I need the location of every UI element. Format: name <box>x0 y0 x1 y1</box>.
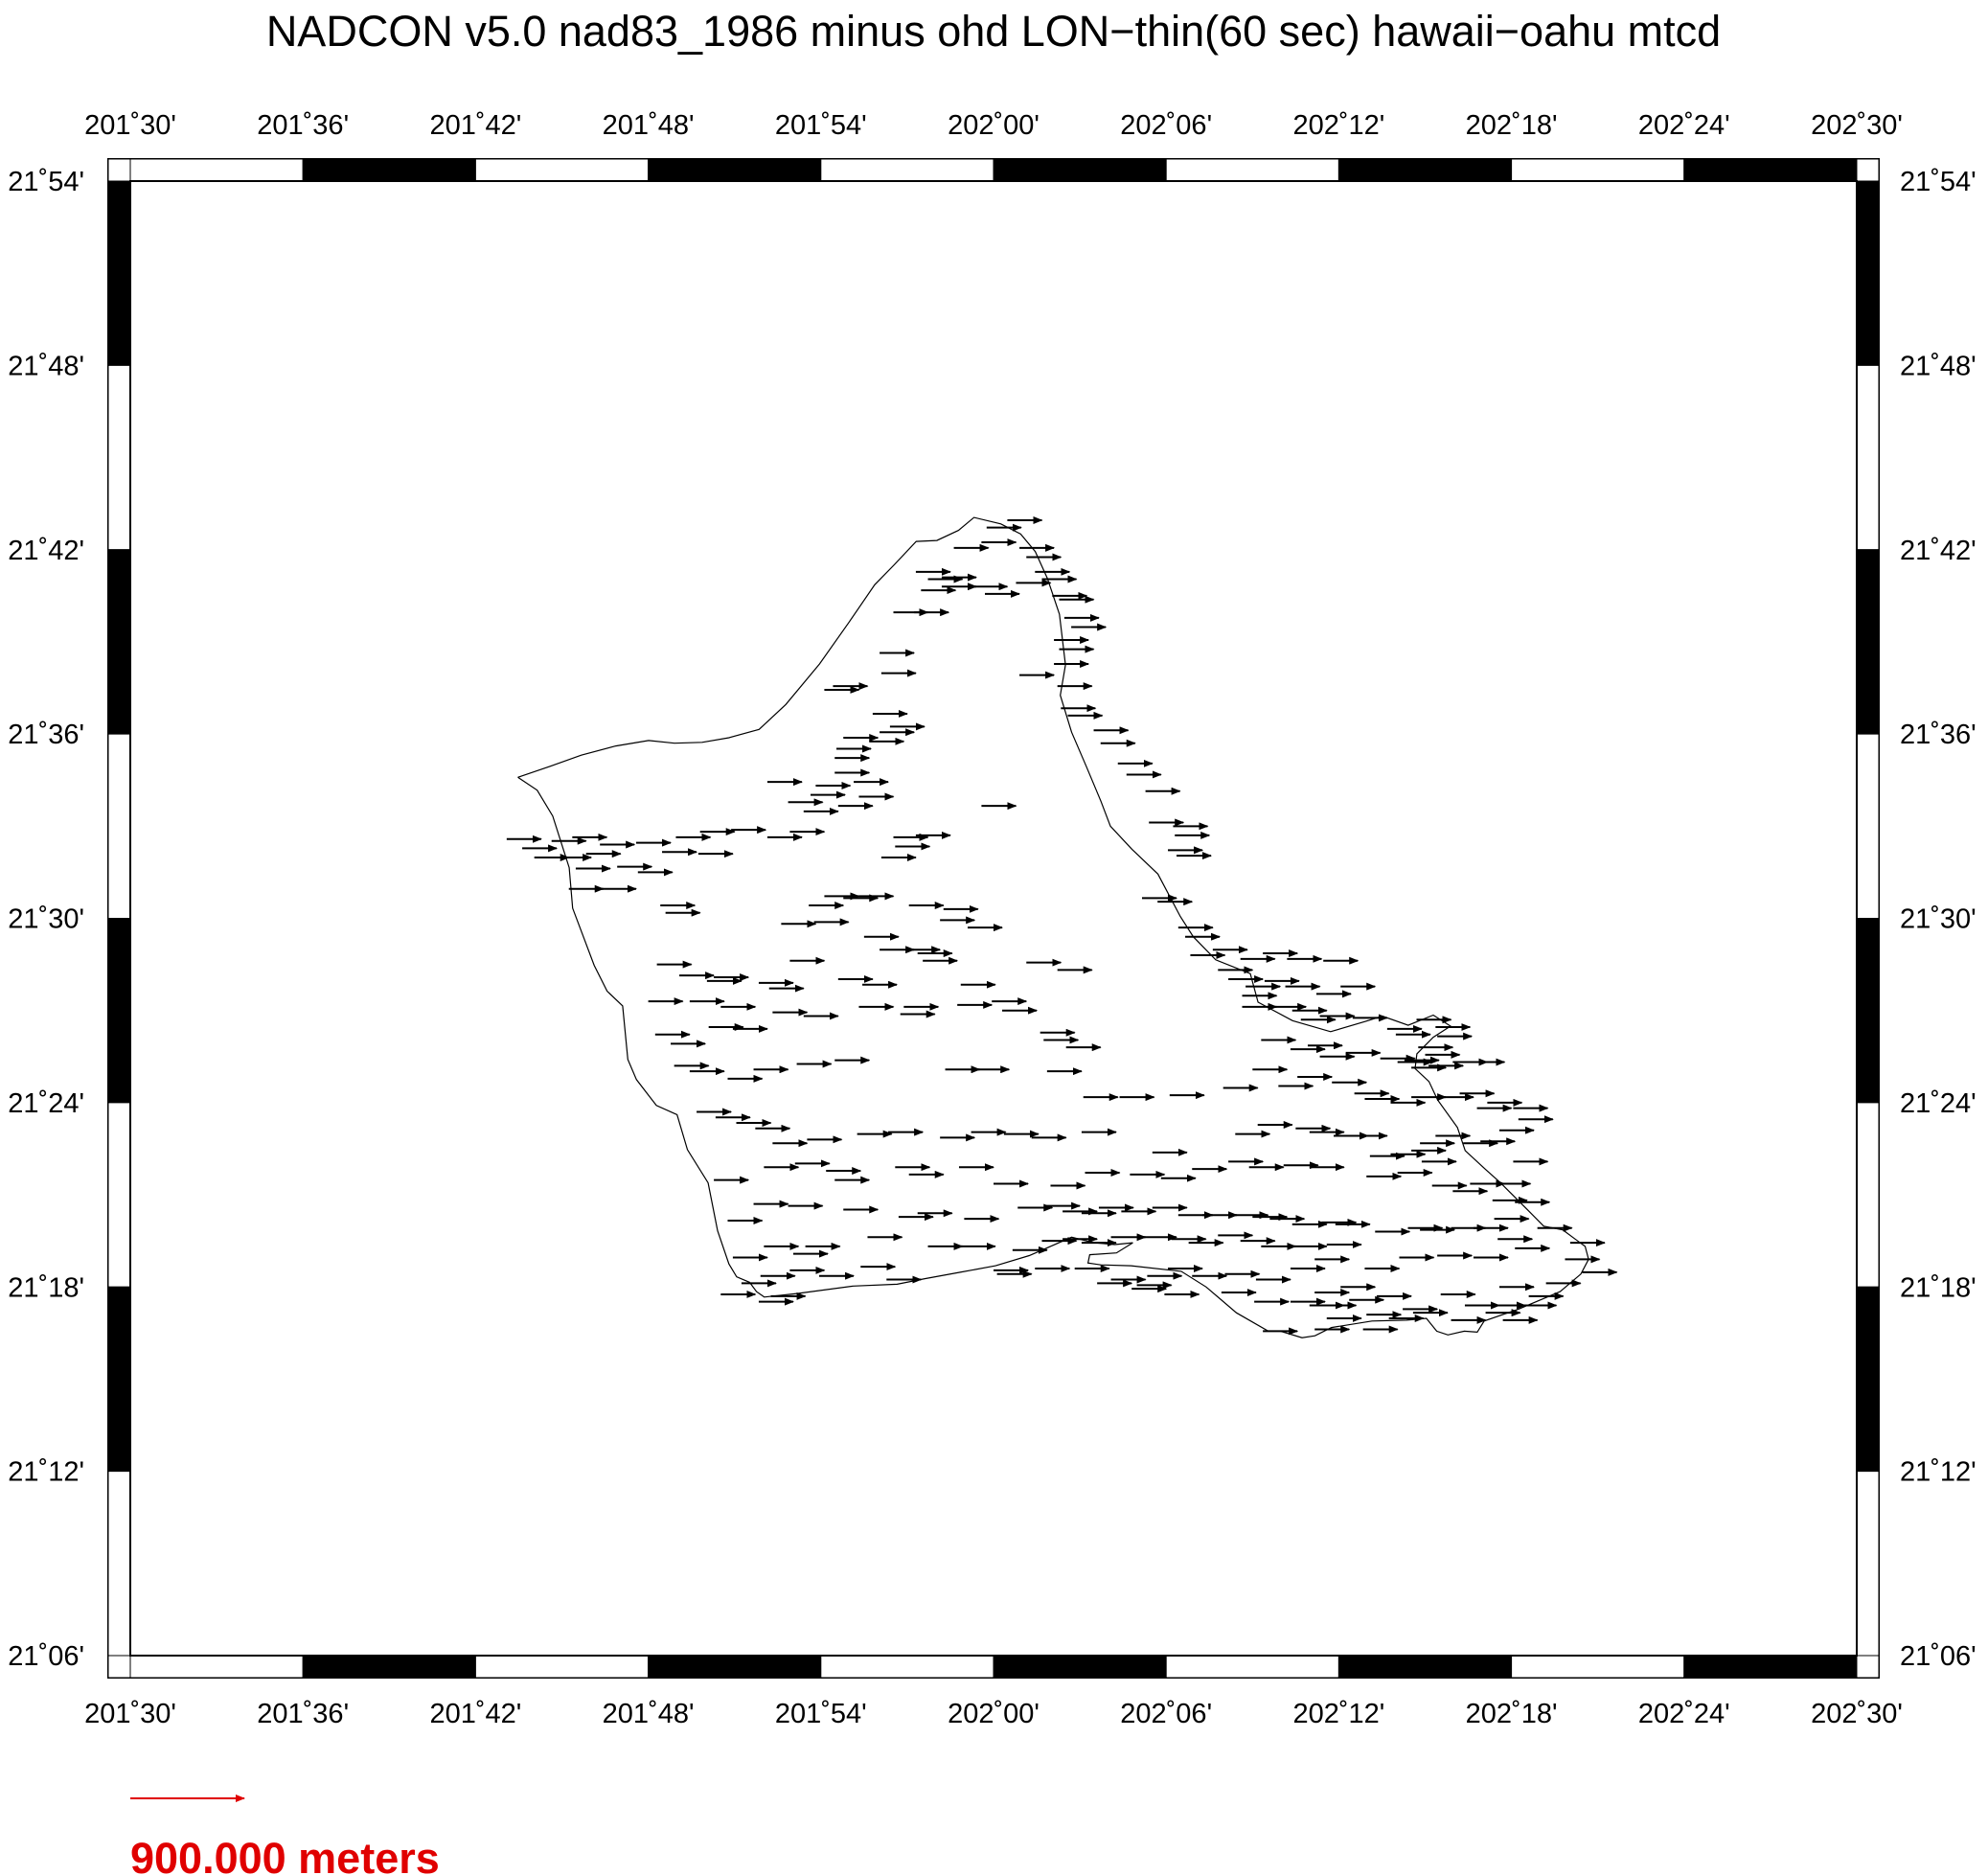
map-title: NADCON v5.0 nad83_1986 minus ohd LON−thin(60 sec) hawaii−oahu mtcd <box>265 7 1722 56</box>
lat-labels-left <box>8 167 84 1672</box>
vector-field <box>507 520 1617 1331</box>
frame-band-right <box>1857 1472 1879 1656</box>
frame-band-right <box>1857 1103 1879 1287</box>
coastline-oahu <box>518 517 1589 1338</box>
lon-tick-label: 202˚12' <box>1292 110 1385 141</box>
frame-band-top <box>303 159 475 181</box>
lon-labels-bottom <box>84 1699 1903 1729</box>
frame-band-bottom <box>303 1656 475 1678</box>
frame-band-right <box>1857 365 1879 549</box>
frame-band-right <box>1857 181 1879 365</box>
frame-band-left <box>108 1103 130 1287</box>
frame-corner <box>1857 159 1879 181</box>
frame-band-left <box>108 1472 130 1656</box>
lon-tick-label: 202˚18' <box>1465 110 1558 141</box>
frame-band-top <box>1166 159 1338 181</box>
frame-band-top <box>475 159 648 181</box>
frame-corner <box>1857 1656 1879 1678</box>
frame-band-bottom <box>1684 1656 1857 1678</box>
frame-band-bottom <box>1166 1656 1338 1678</box>
lon-tick-label: 202˚00' <box>948 110 1040 141</box>
lat-tick-label: 21˚54' <box>8 167 84 197</box>
lat-tick-label: 21˚42' <box>8 535 84 566</box>
frame-band-top <box>1338 159 1511 181</box>
lon-tick-label: 201˚36' <box>257 1699 350 1729</box>
lon-tick-label: 201˚30' <box>84 110 176 141</box>
lon-tick-label: 202˚30' <box>1811 1699 1903 1729</box>
lat-tick-label: 21˚48' <box>1900 351 1977 382</box>
lat-tick-label: 21˚36' <box>8 720 84 751</box>
lat-tick-label: 21˚36' <box>1900 720 1977 751</box>
lon-tick-label: 201˚54' <box>774 110 867 141</box>
lat-tick-label: 21˚06' <box>1900 1641 1977 1672</box>
lon-tick-label: 202˚24' <box>1637 110 1730 141</box>
lat-tick-label: 21˚30' <box>8 903 84 935</box>
frame-corner <box>108 159 130 181</box>
frame-band-bottom <box>475 1656 648 1678</box>
lon-tick-label: 202˚18' <box>1465 1699 1558 1729</box>
lat-tick-label: 21˚42' <box>1900 535 1977 566</box>
frame-band-bottom <box>130 1656 303 1678</box>
lon-tick-label: 201˚30' <box>84 1699 176 1729</box>
lat-tick-label: 21˚12' <box>1900 1456 1977 1488</box>
frame-band-left <box>108 734 130 918</box>
plot-area <box>130 181 1857 1656</box>
frame-band-left <box>108 181 130 365</box>
frame-band-bottom <box>994 1656 1166 1678</box>
frame-band-bottom <box>649 1656 821 1678</box>
lon-tick-label: 201˚36' <box>257 110 350 141</box>
lon-tick-label: 202˚12' <box>1292 1699 1385 1729</box>
lon-tick-label: 202˚24' <box>1637 1699 1730 1729</box>
lon-tick-label: 201˚42' <box>429 1699 522 1729</box>
map-frame <box>108 159 1879 1678</box>
frame-band-left <box>108 919 130 1103</box>
frame-band-top <box>649 159 821 181</box>
frame-band-bottom <box>821 1656 994 1678</box>
lon-tick-label: 202˚06' <box>1120 110 1213 141</box>
lon-tick-label: 202˚30' <box>1811 110 1903 141</box>
frame-band-right <box>1857 734 1879 918</box>
lon-tick-label: 201˚42' <box>429 110 522 141</box>
lat-tick-label: 21˚24' <box>8 1087 84 1119</box>
lon-tick-label: 201˚54' <box>774 1699 867 1729</box>
lat-tick-label: 21˚54' <box>1900 167 1977 197</box>
frame-band-top <box>994 159 1166 181</box>
lon-tick-label: 202˚00' <box>948 1699 1040 1729</box>
lon-labels-top <box>84 110 1903 141</box>
lat-tick-label: 21˚48' <box>8 351 84 382</box>
frame-outer <box>108 159 1879 1678</box>
frame-band-right <box>1857 919 1879 1103</box>
lon-tick-label: 202˚06' <box>1120 1699 1213 1729</box>
lon-tick-label: 201˚48' <box>602 1699 695 1729</box>
frame-band-bottom <box>1338 1656 1511 1678</box>
frame-band-left <box>108 365 130 549</box>
frame-band-top <box>130 159 303 181</box>
legend-label: 900.000 meters <box>130 1834 440 1875</box>
frame-band-bottom <box>1512 1656 1684 1678</box>
frame-corner <box>108 1656 130 1678</box>
lon-tick-label: 201˚48' <box>602 110 695 141</box>
frame-band-left <box>108 550 130 734</box>
lat-tick-label: 21˚12' <box>8 1456 84 1488</box>
frame-band-top <box>821 159 994 181</box>
frame-band-top <box>1512 159 1684 181</box>
lat-tick-label: 21˚24' <box>1900 1087 1977 1119</box>
lat-labels-right <box>1900 167 1977 1672</box>
lat-tick-label: 21˚06' <box>8 1641 84 1672</box>
lat-tick-label: 21˚18' <box>1900 1272 1977 1304</box>
frame-band-top <box>1684 159 1857 181</box>
frame-band-left <box>108 1287 130 1471</box>
frame-band-right <box>1857 550 1879 734</box>
frame-band-right <box>1857 1287 1879 1471</box>
lat-tick-label: 21˚30' <box>1900 903 1977 935</box>
lat-tick-label: 21˚18' <box>8 1272 84 1304</box>
